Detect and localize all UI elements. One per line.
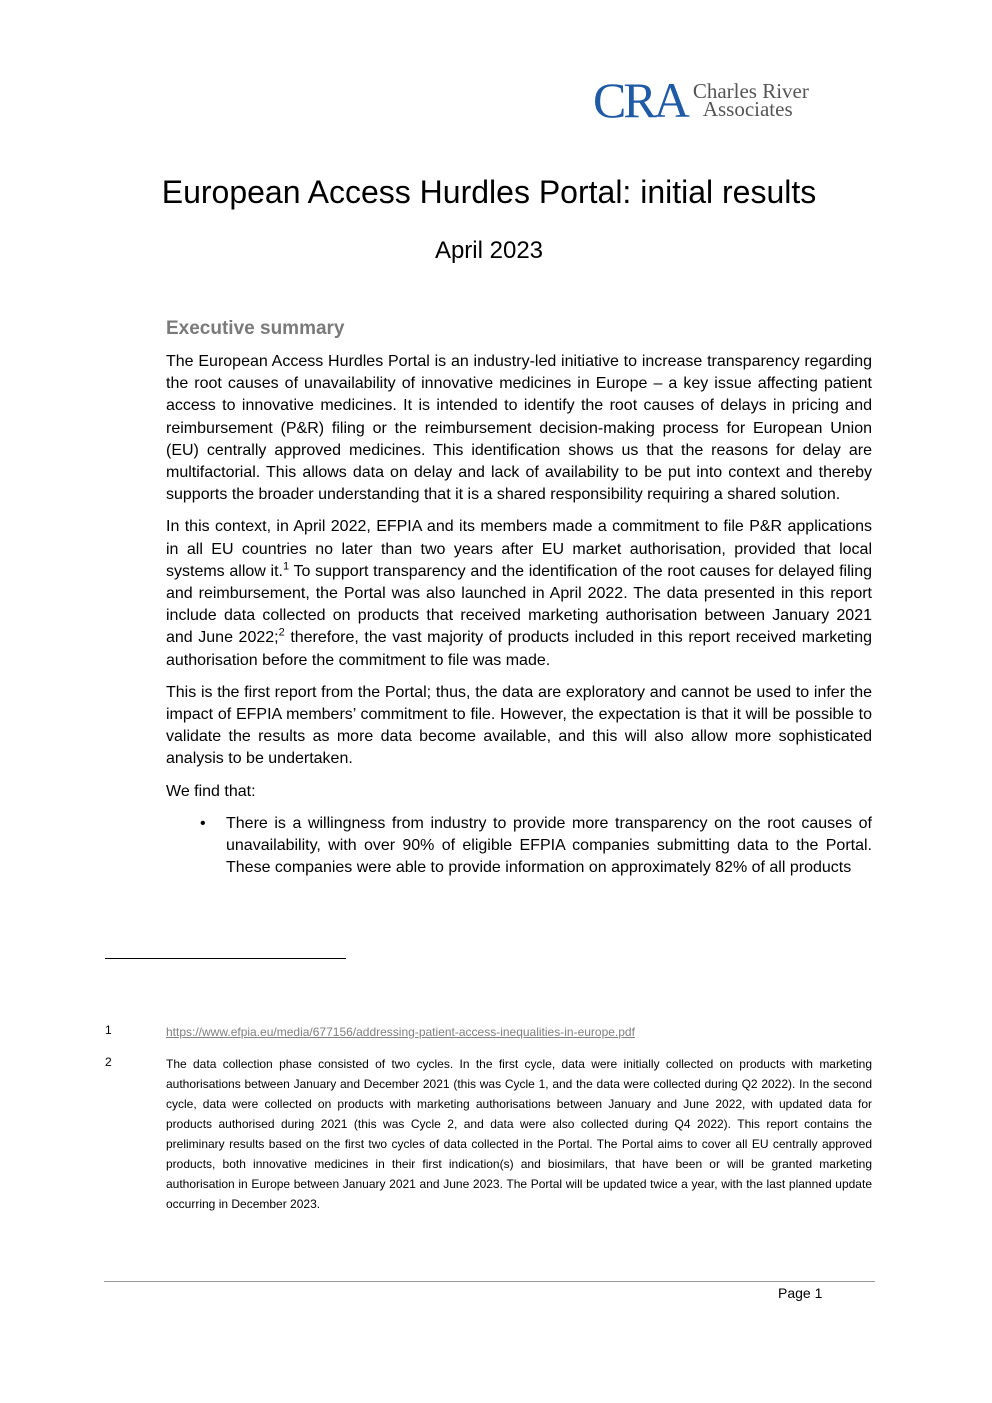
section-heading: Executive summary xyxy=(166,318,345,339)
findings-list xyxy=(166,813,872,880)
paragraph-2-part-b: To support transparency and the identification of the root causes for delayed filing and reimbursement, the Portal was also launched in April 2022. The data presented in this report include data collected on products that received marketing authorisation between January 2021 and June 2022; xyxy=(166,562,873,647)
list-item-text: There is a willingness from industry to provide more transparency on the root causes of unavailability, with over 90% of eligible EFPIA companies submitting data to the Portal. These companies were able to provide information on approximately 82% of all products xyxy=(226,814,872,877)
paragraph-2-part-a: In this context, in April 2022, EFPIA and its members made a commitment to file P&R applications in all EU countries no later than two years after EU market authorisation, provided that local systems allow it. xyxy=(166,518,872,580)
footer-divider xyxy=(104,1281,875,1282)
paragraph-3: This is the first report from the Portal; thus, the data are exploratory and cannot be used to infer the impact of EFPIA members’ commitment to file. However, the expectation is that it will be possible to validate the results as more data become available, and this will also allow more sophisticated analysis to be undertaken. xyxy=(166,683,872,768)
paragraph-2 xyxy=(166,516,872,671)
document-title: European Access Hurdles Portal: initial results xyxy=(161,174,817,210)
logo-mark: CRA xyxy=(593,72,687,128)
footnote-link[interactable]: https://www.efpia.eu/media/677156/addressing-patient-access-inequalities-in-europe.pdf xyxy=(166,1025,635,1039)
logo-line-1: Charles River xyxy=(692,79,809,103)
paragraph-1: The European Access Hurdles Portal is an industry-led initiative to increase transparency regarding the root causes of unavailability of innovative medicines in Europe – a key issue affecting patient access to innovative medicines. It is intended to identify the root causes of delays in pricing and reimbursement (P&R) filing or the reimbursement decision-making process for European Union (EU) centrally approved medicines. This identification shows us that the reasons for delay are multifactorial. This allows data on delay and lack of availability to be put into context and thereby supports the broader understanding that it is a shared responsibility requiring a shared solution. xyxy=(166,353,872,504)
list-item xyxy=(166,813,872,880)
paragraph-4: We find that: xyxy=(166,782,256,800)
cra-logo xyxy=(593,72,809,128)
footnote-2 xyxy=(105,1054,872,1214)
footnote-number: 2 xyxy=(105,1055,112,1069)
footnote-ref-2[interactable]: 2 xyxy=(278,627,285,640)
footnote-divider xyxy=(105,958,346,959)
body-text xyxy=(166,351,872,879)
footnote-ref-1[interactable]: 1 xyxy=(282,560,290,573)
page-number: Page 1 xyxy=(778,1285,823,1301)
bullet-icon: • xyxy=(200,814,206,832)
footnote-1 xyxy=(105,1022,872,1042)
paragraph-2-part-c: therefore, the vast majority of products included in this report received marketing authorisation before the commitment to file was made. xyxy=(166,629,873,669)
logo-wordmark xyxy=(692,79,809,121)
footnote-number: 1 xyxy=(105,1023,112,1037)
logo-line-2: Associates xyxy=(702,97,793,121)
document-date: April 2023 xyxy=(434,237,544,264)
footnote-text: The data collection phase consisted of two cycles. In the first cycle, data were initially collected on products with marketing authorisations between January and December 2021 (this was Cycle 1, and the data were collected during Q2 2022). In the second cycle, data were collected on products with marketing authorisations between January and June 2022, with updated data for products authorised during 2021 (this was Cycle 2, and data were also collected during Q4 2022). This report contains the preliminary results based on the first two cycles of data collected in the Portal. The Portal aims to cover all EU centrally approved products, both innovative medicines in their first indication(s) and biosimilars, that have been or will be granted marketing authorisation in Europe between January 2021 and June 2023. The Portal will be updated twice a year, with the last planned update occurring in December 2023. xyxy=(166,1057,872,1211)
